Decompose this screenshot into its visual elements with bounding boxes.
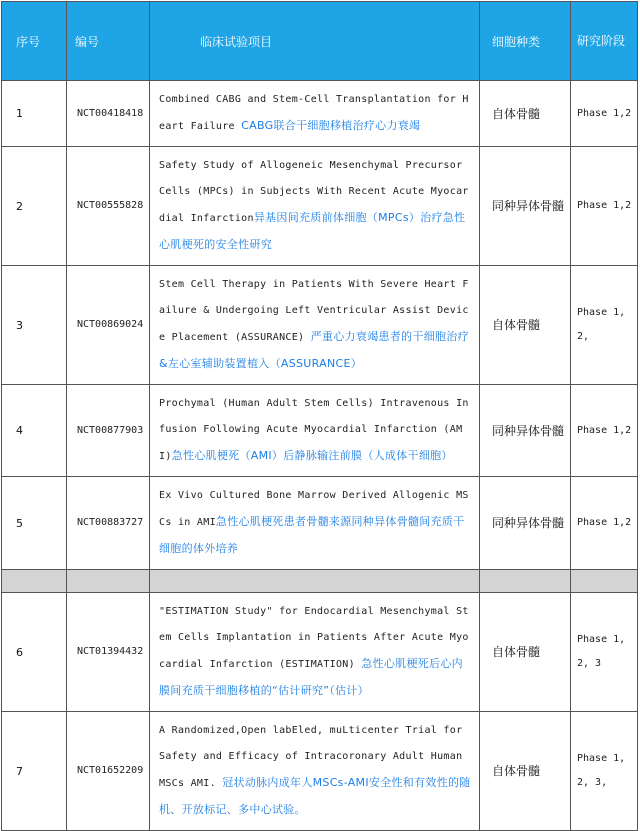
- header-project: 临床试验项目: [150, 2, 480, 81]
- row-index: 3: [2, 266, 67, 385]
- project-title-en: Prochymal (Human Adult Stem Cells) Intravenous Infusion Following Acute Myocardial Infarction (AMI): [159, 398, 469, 462]
- row-code: NCT01394432: [67, 593, 150, 712]
- row-project: [150, 477, 480, 570]
- row-project: [150, 712, 480, 831]
- row-stage: Phase 1,2: [571, 477, 638, 570]
- table-row: [2, 477, 638, 570]
- project-title-zh: 急性心肌梗死后心内膜间充质干细胞移植的“估计研究”（估计）: [159, 657, 463, 697]
- row-stage: Phase 1, 2,: [571, 266, 638, 385]
- project-title-en: Ex Vivo Cultured Bone Marrow Derived Allogenic MSCs in AMI: [159, 490, 469, 528]
- project-title-zh: 异基因间充质前体细胞（MPCs）治疗急性心肌梗死的安全性研究: [159, 211, 466, 251]
- row-stage: Phase 1,2: [571, 81, 638, 147]
- table-row: [2, 266, 638, 385]
- separator-cell: [67, 570, 150, 593]
- row-cell-type: 自体骨髓: [480, 266, 571, 385]
- project-title-zh: CABG联合干细胞移植治疗心力衰竭: [241, 119, 421, 132]
- row-index: 2: [2, 147, 67, 266]
- row-project: [150, 385, 480, 477]
- header-stage: 研究阶段: [571, 2, 638, 81]
- table-row: [2, 147, 638, 266]
- project-title-zh: 冠状动脉内成年人MSCs-AMI安全性和有效性的随机、开放标记、多中心试验。: [159, 776, 471, 816]
- project-title-en: Safety Study of Allogeneic Mesenchymal Precursor Cells (MPCs) in Subjects With Recent Acute Myocardial Infarction: [159, 160, 469, 224]
- row-cell-type: 同种异体骨髓: [480, 477, 571, 570]
- row-stage: Phase 1, 2, 3: [571, 593, 638, 712]
- row-cell-type: 自体骨髓: [480, 81, 571, 147]
- row-stage: Phase 1,2: [571, 147, 638, 266]
- header-index: 序号: [2, 2, 67, 81]
- table-row: [2, 81, 638, 147]
- project-title-zh: 严重心力衰竭患者的干细胞治疗&左心室辅助装置植入（ASSURANCE）: [159, 330, 469, 370]
- table-row: [2, 593, 638, 712]
- row-index: 6: [2, 593, 67, 712]
- row-cell-type: 自体骨髓: [480, 593, 571, 712]
- row-cell-type: 同种异体骨髓: [480, 385, 571, 477]
- row-code: NCT00877903: [67, 385, 150, 477]
- clinical-trials-table: [1, 1, 638, 831]
- header-code: 编号: [67, 2, 150, 81]
- separator-cell: [480, 570, 571, 593]
- project-title-zh: 急性心肌梗死患者骨髓来源同种异体骨髓间充质干细胞的体外培养: [159, 515, 465, 555]
- table-row: [2, 385, 638, 477]
- row-code: NCT01652209: [67, 712, 150, 831]
- project-title-en: A Randomized,Open labEled, muLticenter Trial for Safety and Efficacy of Intracoronary Adult Human MSCs AMI.: [159, 725, 463, 789]
- row-index: 7: [2, 712, 67, 831]
- row-cell-type: 同种异体骨髓: [480, 147, 571, 266]
- separator-cell: [2, 570, 67, 593]
- project-title-zh: 急性心肌梗死（AMI）后静脉输注前膜（人成体干细胞）: [171, 449, 453, 462]
- row-stage: Phase 1,2: [571, 385, 638, 477]
- row-index: 1: [2, 81, 67, 147]
- row-project: [150, 81, 480, 147]
- project-title-en: "ESTIMATION Study" for Endocardial Mesenchymal Stem Cells Implantation in Patients After Acute Myocardial Infarction (ESTIMATION): [159, 606, 469, 670]
- row-project: [150, 266, 480, 385]
- project-title-en: Stem Cell Therapy in Patients With Severe Heart Failure & Undergoing Left Ventricular Assist Device Placement (ASSURANCE): [159, 279, 469, 343]
- row-project: [150, 147, 480, 266]
- row-code: NCT00883727: [67, 477, 150, 570]
- header-row: [2, 2, 638, 81]
- separator-row: [2, 570, 638, 593]
- table-row: [2, 712, 638, 831]
- project-title-en: Combined CABG and Stem-Cell Transplantation for Heart Failure: [159, 94, 469, 132]
- header-cell-type: 细胞种类: [480, 2, 571, 81]
- separator-cell: [150, 570, 480, 593]
- row-cell-type: 自体骨髓: [480, 712, 571, 831]
- row-code: NCT00555828: [67, 147, 150, 266]
- row-index: 5: [2, 477, 67, 570]
- row-code: NCT00418418: [67, 81, 150, 147]
- separator-cell: [571, 570, 638, 593]
- row-code: NCT00869024: [67, 266, 150, 385]
- row-project: [150, 593, 480, 712]
- row-index: 4: [2, 385, 67, 477]
- row-stage: Phase 1, 2, 3,: [571, 712, 638, 831]
